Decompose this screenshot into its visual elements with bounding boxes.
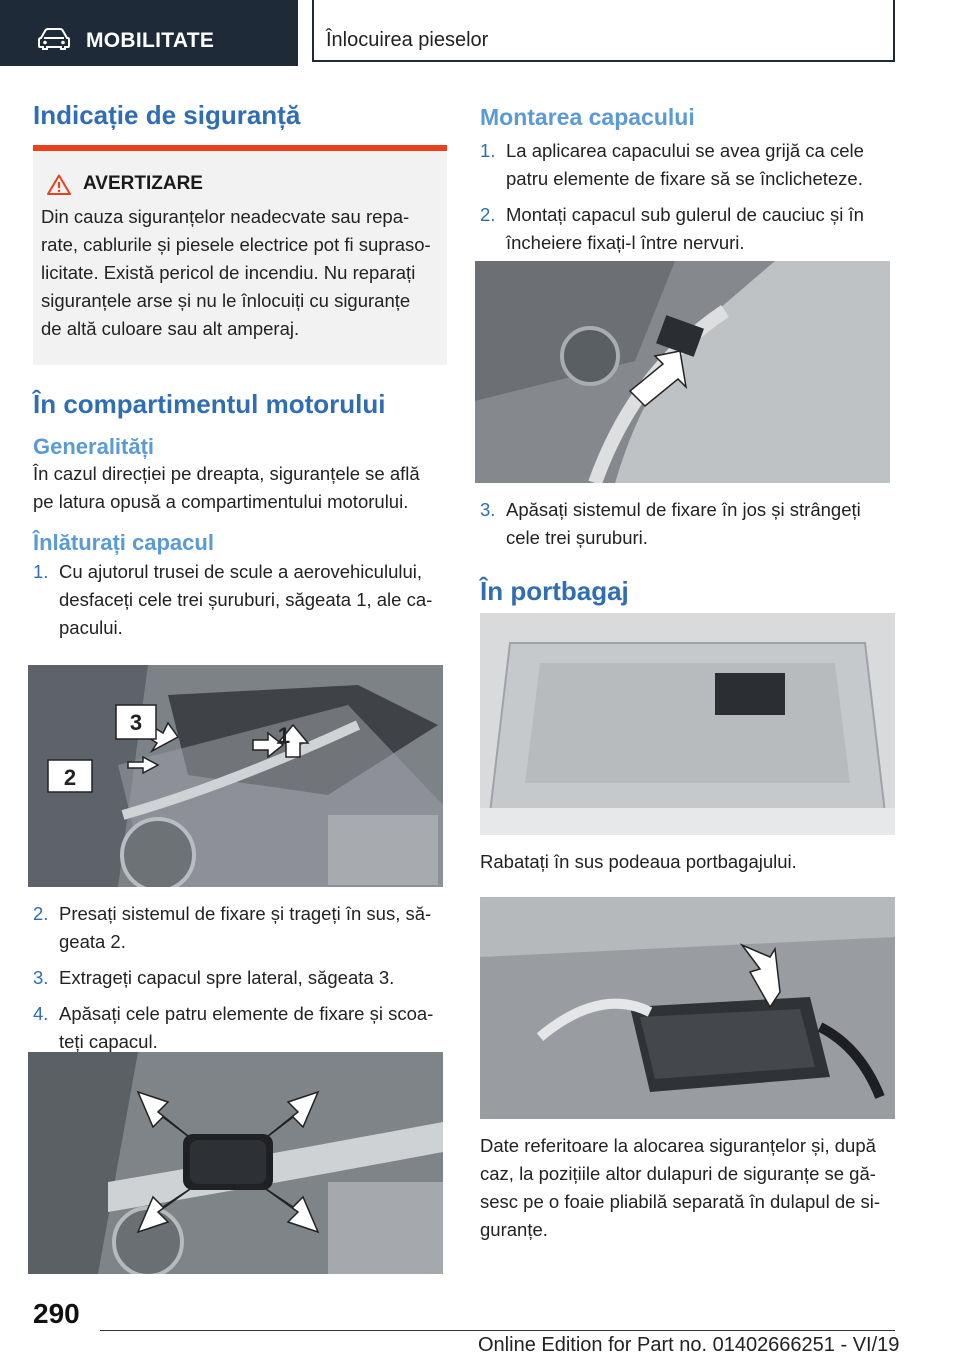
step-number: 3. [480,499,496,520]
warning-title: AVERTIZARE [83,173,203,194]
footer-divider [100,1330,895,1331]
trunk-heading: În portbagaj [480,576,629,606]
car-icon [38,28,70,50]
warning-box [33,145,447,365]
step-number: 2. [33,903,49,924]
page-header [0,0,960,66]
warning-line: licitate. Există pericol de incendiu. Nu reparați [41,262,416,283]
warning-line: siguranțele arse și nu le înlocuiți cu siguranțe [41,290,411,311]
cover-mounting-photo [475,261,890,483]
step-number: 1. [33,561,49,582]
engine-heading: În compartimentul motorului [33,389,386,419]
left-column [33,100,447,1052]
section-tab [0,0,298,66]
warning-line: Din cauza siguranțelor neadecvate sau repa- [41,206,410,227]
cover-fasteners-photo [28,1052,443,1274]
warning-line: de altă culoare sau alt amperaj. [41,318,300,339]
general-heading: Generalități [33,434,155,459]
step-number: 3. [33,967,49,988]
photo-label-1: 1 [277,723,291,748]
warning-text [41,203,439,343]
step-number: 2. [480,204,496,225]
step-item: 2. Presați sistemul de fixare și trageți în sus, să- geata 2. [33,900,447,956]
step-item: 4. Apăsați cele patru elemente de fixare și scoa- teți capacul. [33,1000,447,1056]
step-number: 1. [480,140,496,161]
step-item: 3. Apăsați sistemul de fixare în jos și strângeți cele trei șuruburi. [480,496,895,552]
safety-heading: Indicație de siguranță [33,100,301,130]
step-item: 2. Montați capacul sub gulerul de cauciuc și în încheiere fixați-l între nervuri. [480,201,895,257]
page-number: 290 [33,1298,80,1329]
chapter-tab [312,0,895,62]
trunk-photo [480,613,895,835]
warning-triangle-icon [47,174,71,195]
fuse-note: Date referitoare la alocarea siguranțelor și, după caz, la pozițiile altor dulapuri de siguranțe se gă- sesc pe o foaie pliabilă separată în dulapul de si- guranțe. [480,1135,881,1240]
step-number: 4. [33,1003,49,1024]
section-label: MOBILITATE [86,29,215,52]
chapter-label: Înlocuirea pieselor [326,29,489,51]
general-text: În cazul direcției pe dreapta, siguranțele se află pe latura opusă a compartimentului motorului. [33,463,420,512]
engine-cover-photo [28,665,443,887]
fuse-box-photo [480,897,895,1119]
remove-heading: Înlăturați capacul [33,530,214,555]
mount-heading: Montarea capacului [480,104,695,130]
step-item: 1. Cu ajutorul trusei de scule a aerovehiculului, desfaceți cele trei șuruburi, săgeata 1, ale ca- pacului. [33,558,447,642]
photo-label-2: 2 [63,765,77,790]
steps-continued [33,900,447,1056]
photo-label-3: 3 [129,710,143,735]
step-item: 1. La aplicarea capacului se avea grijă ca cele patru elemente de fixare să se înclicheteze. [480,137,895,193]
step-item: 3. Extrageți capacul spre lateral, săgeata 3. [33,964,447,992]
edition-label: Online Edition for Part no. 01402666251 - VI/19 [478,1334,900,1356]
warning-line: rate, cablurile și piesele electrice pot fi supraso- [41,234,431,255]
right-column [480,100,895,1240]
trunk-caption: Rabatați în sus podeaua portbagajului. [480,851,797,872]
